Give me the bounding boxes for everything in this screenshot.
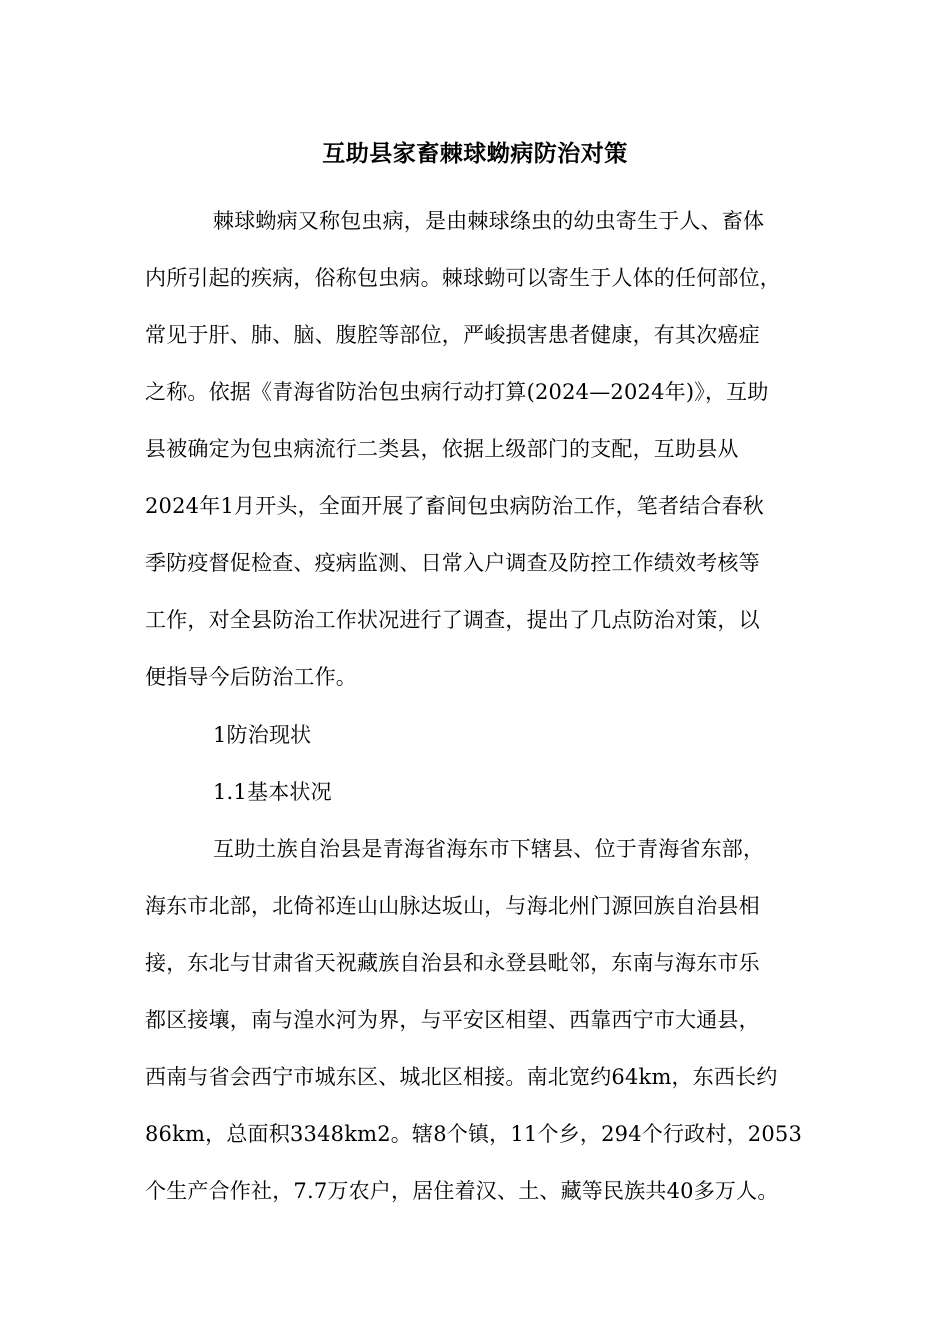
paragraph-line: 个生产合作社，7.7万农户，居住着汉、土、藏等民族共40多万人。	[145, 1179, 779, 1203]
paragraph-line: 工作，对全县防治工作状况进行了调查，提出了几点防治对策，以	[145, 608, 760, 632]
paragraph-line: 内所引起的疾病，俗称包虫病。棘球蚴可以寄生于人体的任何部位，	[145, 266, 781, 290]
paragraph-line: 海东市北部，北倚祁连山山脉达坂山，与海北州门源回族自治县相	[145, 894, 760, 918]
paragraph-line: 棘球蚴病又称包虫病，是由棘球绦虫的幼虫寄生于人、畜体	[213, 209, 765, 233]
paragraph-line: 季防疫督促检查、疫病监测、日常入户调查及防控工作绩效考核等	[145, 551, 760, 575]
subsection-heading: 1.1基本状况	[213, 780, 332, 804]
paragraph-line: 接，东北与甘肃省天祝藏族自治县和永登县毗邻，东南与海东市乐	[145, 951, 760, 975]
paragraph-line: 便指导今后防治工作。	[145, 665, 357, 689]
paragraph-line: 2024年1月开头，全面开展了畜间包虫病防治工作，笔者结合春秋	[145, 494, 765, 518]
paragraph-line: 西南与省会西宁市城东区、城北区相接。南北宽约64km，东西长约	[145, 1065, 778, 1089]
paragraph-line: 86km，总面积3348km2。辖8个镇，11个乡，294个行政村，2053	[145, 1122, 803, 1146]
paragraph-line: 常见于肝、肺、脑、腹腔等部位，严峻损害患者健康，有其次癌症	[145, 323, 760, 347]
paragraph-line: 互助土族自治县是青海省海东市下辖县、位于青海省东部，	[213, 837, 765, 861]
paragraph-line: 都区接壤，南与湟水河为界，与平安区相望、西靠西宁市大通县，	[145, 1008, 760, 1032]
section-heading: 1防治现状	[213, 723, 312, 747]
paragraph-line: 之称。依据《青海省防治包虫病行动打算(2024—2024年)》，互助	[145, 380, 769, 404]
paragraph-line: 县被确定为包虫病流行二类县，依据上级部门的支配，互助县从	[145, 437, 739, 461]
document-title: 互助县家畜棘球蚴病防治对策	[322, 140, 628, 167]
